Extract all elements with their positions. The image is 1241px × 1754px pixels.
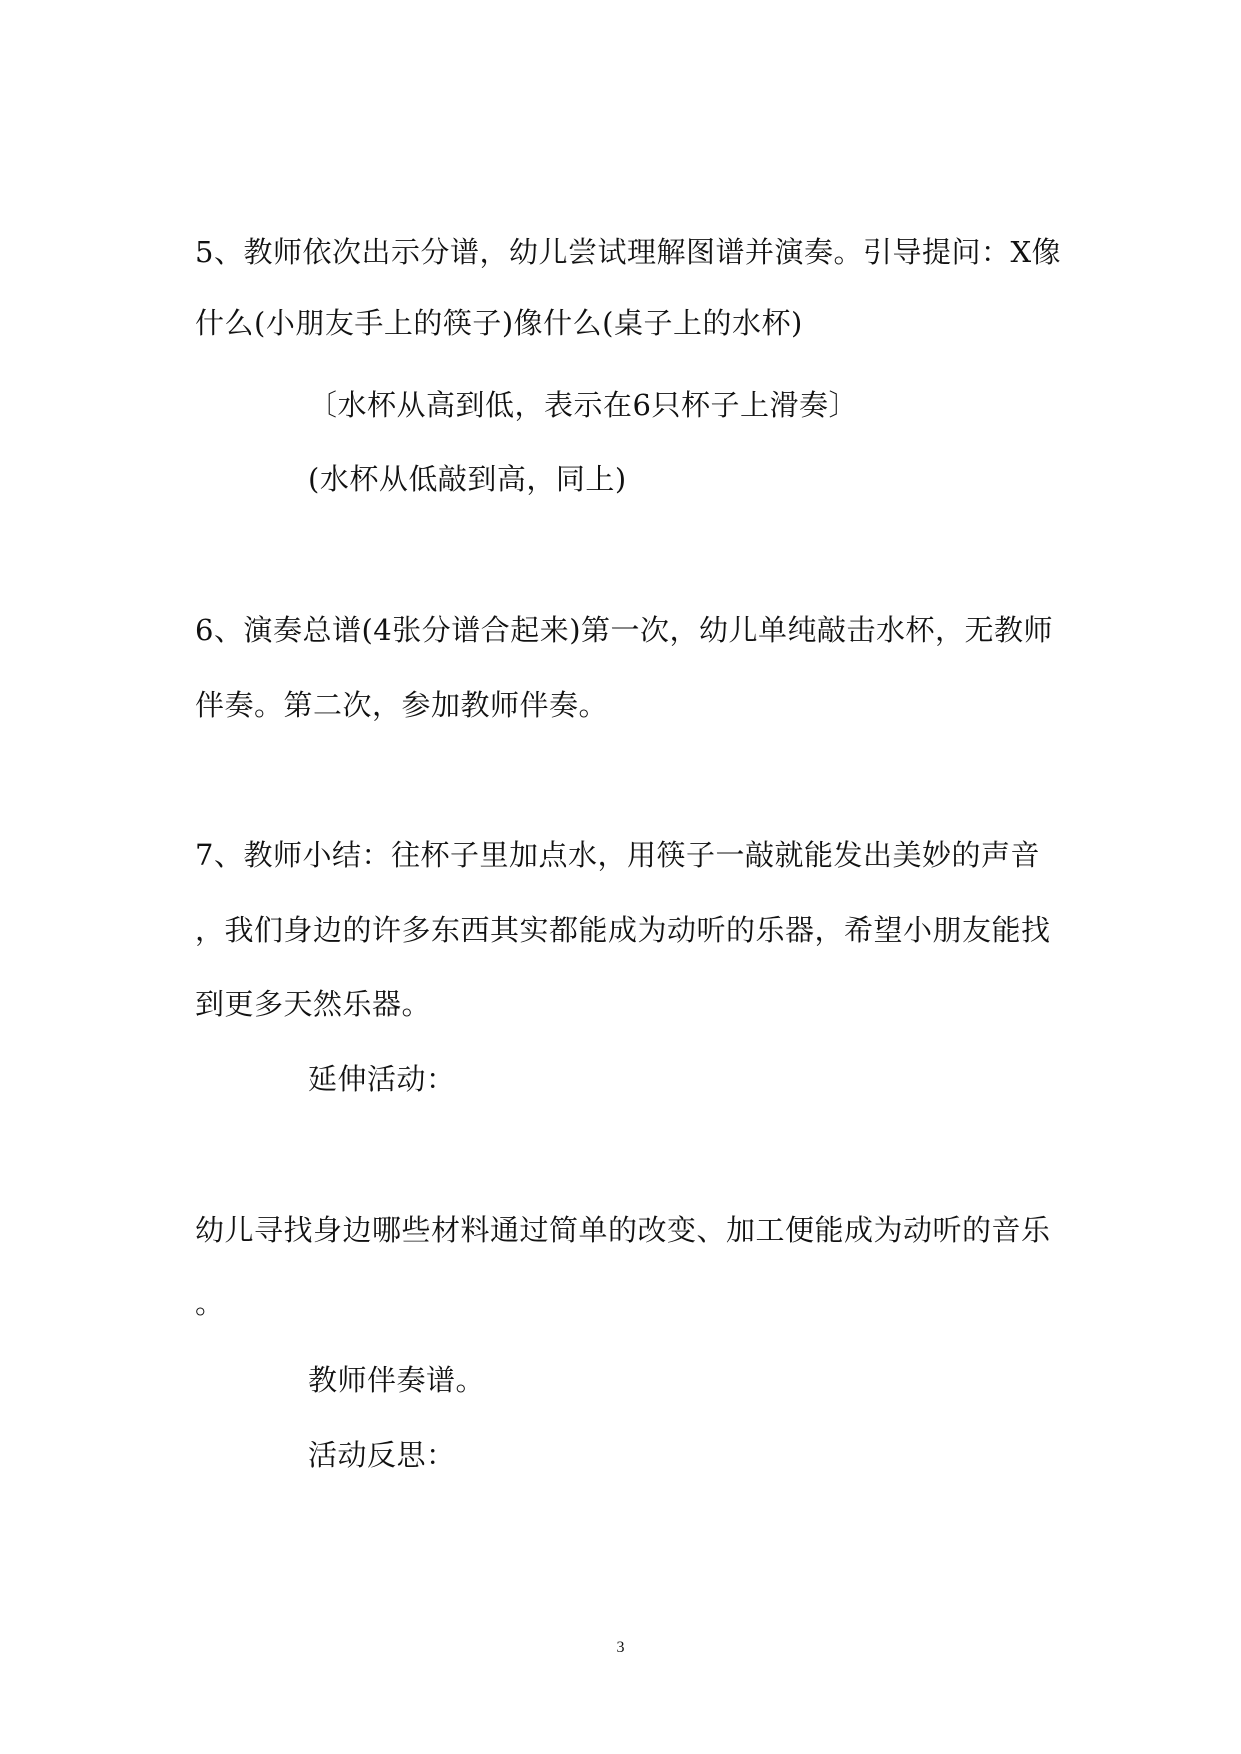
reflection-heading: 活动反思： <box>308 1438 456 1472</box>
step-7-line-3: 到更多天然乐器。 <box>195 987 432 1021</box>
extension-line-1: 幼儿寻找身边哪些材料通过简单的改变、加工便能成为动听的音乐 <box>195 1213 1051 1247</box>
step-7-line-1: 7、教师小结：往杯子里加点水，用筷子一敲就能发出美妙的声音 <box>195 838 1040 872</box>
extension-heading: 延伸活动： <box>308 1062 456 1096</box>
step-7-line-2: ，我们身边的许多东西其实都能成为动听的乐器，希望小朋友能找 <box>195 913 1051 947</box>
step-6-line-2: 伴奏。第二次，参加教师伴奏。 <box>195 688 609 722</box>
step-5-line-2: 什么(小朋友手上的筷子)像什么(桌子上的水杯) <box>195 306 803 340</box>
step-5-note-2: (水杯从低敲到高，同上) <box>308 462 627 496</box>
step-6-line-1: 6、演奏总谱(4张分谱合起来)第一次，幼儿单纯敲击水杯，无教师 <box>195 613 1054 647</box>
extension-line-2: 。 <box>195 1286 225 1320</box>
page-number: 3 <box>616 1639 625 1656</box>
step-5-note-1: 〔水杯从高到低，表示在6只杯子上滑奏〕 <box>308 388 858 422</box>
step-5-line-1: 5、教师依次出示分谱，幼儿尝试理解图谱并演奏。引导提问：X像 <box>195 235 1062 269</box>
accompaniment-line: 教师伴奏谱。 <box>308 1363 486 1397</box>
